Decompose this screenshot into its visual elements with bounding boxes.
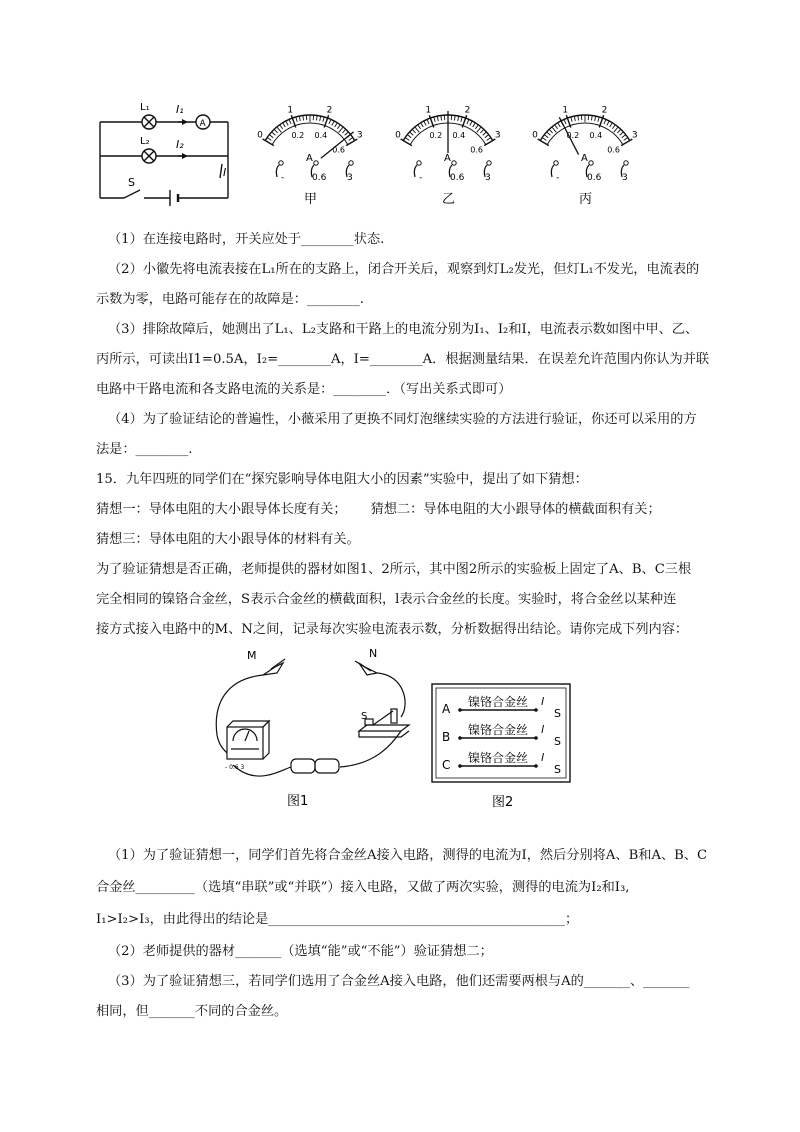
dial-tick <box>316 115 317 120</box>
dial-tick <box>614 127 618 132</box>
figure1-apparatus <box>205 645 420 810</box>
dial-tick <box>621 139 632 146</box>
ammeter-dial-2 <box>393 95 523 210</box>
dial-tick <box>434 117 435 122</box>
lamp1-label: L₁ <box>140 102 150 113</box>
wire-letter: B <box>442 730 451 744</box>
dial-terminal-label: 3 <box>622 173 628 183</box>
wire-area-label: S <box>554 707 561 720</box>
wire-letter: A <box>442 702 451 716</box>
q15-description-line1: 为了验证猜想是否正确，老师提供的器材如图1、2所示，其中图2所示的实验板上固定了A、B、C三根 <box>96 562 692 577</box>
dial-tick <box>405 138 409 141</box>
q14-part3-line3: 电路中干路电流和各支路电流的关系是：________．（写出关系式即可） <box>96 382 512 397</box>
dial-terminal-label: - <box>419 173 423 183</box>
dial-tick <box>461 117 462 122</box>
q15-part3-line2: 相同，但_______不同的合金丝。 <box>96 1004 288 1019</box>
dial-tick <box>604 119 606 124</box>
dial-unit-label: A <box>581 153 588 164</box>
wire-label: 镍铬合金丝 <box>468 695 529 709</box>
dial-tick <box>269 135 273 138</box>
dial-minor-label: 0.6 <box>332 145 345 155</box>
dial-unit-label: A <box>306 153 313 164</box>
dial-terminal-label: - <box>281 173 285 183</box>
dial-tick <box>283 123 286 127</box>
dial-major-label: 3 <box>494 130 501 141</box>
wire-area-label: S <box>554 763 561 776</box>
dial-major-label: 2 <box>464 105 471 116</box>
dial-tick <box>337 125 340 129</box>
dial-tick <box>538 139 549 146</box>
dial-tick <box>458 116 459 121</box>
dial-tick <box>349 138 353 141</box>
wire-length-label: l <box>541 723 545 736</box>
dial-tick <box>542 138 546 141</box>
dial-major-label: 3 <box>631 130 638 141</box>
dial-minor-label: 0.4 <box>452 131 466 141</box>
dial-tick <box>274 129 277 133</box>
dial-tick <box>622 135 626 138</box>
alloy-wire-row <box>442 694 561 720</box>
dial-tick <box>410 132 414 135</box>
dial-tick <box>595 116 596 121</box>
dial-tick <box>289 119 291 124</box>
dial-tick <box>299 116 300 121</box>
dial-tick <box>485 135 489 138</box>
guess-3: 猜想三：导体电阻的大小跟导体的材料有关。 <box>96 532 360 547</box>
ammeter-terminals-label: - 0.6 3 <box>225 764 245 771</box>
wire-area-label: S <box>554 735 561 748</box>
dial-tick <box>477 127 481 132</box>
q15-description-line3: 接方式接入电路中的M、N之间，记录每次实验电流表示数，分析数据得出结论。请你完成下列内容： <box>96 622 689 637</box>
dial-major-label: 2 <box>601 105 608 116</box>
dial-unit-label: A <box>444 153 451 164</box>
q15-part1-line3: I₁>I₂>I₃，由此得出的结论是_____________________________________________； <box>96 912 579 927</box>
dial-tick <box>418 125 421 129</box>
dial-caption: 丙 <box>579 192 593 207</box>
guess-2: 猜想二：导体电阻的大小跟导体的横截面积有关； <box>370 502 661 517</box>
figure2-board <box>430 682 575 812</box>
wire-letter: C <box>442 758 451 772</box>
dial-tick <box>267 138 271 141</box>
dial-tick <box>475 125 478 129</box>
dial-major-label: 1 <box>287 105 294 116</box>
dial-tick <box>558 123 561 127</box>
q15-intro: 15．九年四班的同学们在“探究影响导体电阻大小的因素”实验中，提出了如下猜想： <box>96 472 588 487</box>
dial-tick <box>564 119 566 124</box>
dial-tick <box>624 138 628 141</box>
dial-tick <box>407 135 411 138</box>
dial-tick <box>555 125 558 129</box>
current-total-label: I <box>223 166 227 179</box>
dial-tick <box>574 116 575 121</box>
parallel-circuit-diagram <box>96 98 246 208</box>
dial-caption: 乙 <box>442 192 456 207</box>
dial-tick <box>610 123 613 127</box>
dial-tick <box>441 115 442 120</box>
dial-tick <box>547 132 551 135</box>
dial-minor-label: 0.4 <box>314 131 328 141</box>
dial-tick <box>345 132 349 135</box>
dial-tick <box>280 125 283 129</box>
q14-part4-line1: （4）为了验证结论的普遍性，小薇采用了更换不同灯泡继续实验的方法进行验证，你还可以采用的方 <box>108 412 697 427</box>
current1-label: I₁ <box>176 103 184 116</box>
dial-tick <box>286 121 288 125</box>
dial-tick <box>598 117 599 122</box>
wire-length-label: l <box>541 751 545 764</box>
switch-label: S <box>128 176 135 189</box>
dial-tick <box>427 119 429 124</box>
dial-tick <box>320 116 321 121</box>
dial-tick <box>484 139 495 146</box>
dial-tick <box>591 115 592 120</box>
q14-part3-line1: （3）排除故障后，她测出了L₁、L₂支路和干路上的电流分别为I₁、I₂和I，电流表示数如图中甲、乙、 <box>108 322 699 337</box>
dial-major-label: 0 <box>257 130 263 141</box>
dial-tick <box>467 119 469 124</box>
dial-tick <box>612 125 615 129</box>
wire-label: 镍铬合金丝 <box>468 723 529 737</box>
dial-tick <box>277 127 281 132</box>
dial-minor-label: 0.2 <box>566 131 580 141</box>
dial-tick <box>335 123 338 127</box>
clip-n-label: N <box>369 647 378 660</box>
dial-tick <box>329 119 331 124</box>
dial-major-label: 2 <box>326 105 333 116</box>
dial-major-label: 1 <box>562 105 569 116</box>
dial-tick <box>401 139 412 146</box>
dial-caption: 甲 <box>304 192 318 207</box>
dial-tick <box>415 127 419 132</box>
dial-tick <box>480 129 483 133</box>
dial-minor-label: 0.4 <box>589 131 603 141</box>
q15-part3-line1: （3）为了验证猜想三，若同学们选用了合金丝A接入电路，他们还需要两根与A的_______、_______ <box>108 974 690 989</box>
dial-tick <box>620 132 624 135</box>
dial-terminal-label: 0.6 <box>450 173 465 183</box>
dial-tick <box>303 115 304 120</box>
dial-terminal-label: 3 <box>347 173 353 183</box>
dial-tick <box>454 115 455 120</box>
q15-description-line2: 完全相同的镍铬合金丝，S表示合金丝的横截面积，l表示合金丝的长度。实验时，将合金丝以某种连 <box>96 592 677 607</box>
dial-minor-label: 0.6 <box>470 145 483 155</box>
dial-terminal-label: 0.6 <box>312 173 327 183</box>
switch-s-label: S <box>361 711 368 722</box>
dial-tick <box>552 127 556 132</box>
ammeter-dial-1 <box>255 95 385 210</box>
q15-part1-line2: 合金丝_________（选填“串联”或“并联”）接入电路，又做了两次实验，测得的电流为I₂和I₃, <box>96 880 630 895</box>
dial-terminal-label: 3 <box>485 173 491 183</box>
dial-tick <box>296 117 297 122</box>
ammeter-symbol-label: A <box>199 119 206 129</box>
dial-tick <box>332 121 334 125</box>
q14-part2-line2: 示数为零，电路可能存在的故障是：________. <box>96 292 364 307</box>
dial-tick <box>412 129 415 133</box>
dial-tick <box>470 121 472 125</box>
current2-label: I₂ <box>176 138 184 151</box>
dial-tick <box>578 115 579 120</box>
dial-minor-label: 0.6 <box>607 145 620 155</box>
dial-major-label: 0 <box>395 130 401 141</box>
wire-label: 镍铬合金丝 <box>468 751 529 765</box>
q15-part1-line1: （1）为了验证猜想一，同学们首先将合金丝A接入电路，测得的电流为I，然后分别将A、B和A、B、C <box>108 848 708 863</box>
dial-terminal-label: 0.6 <box>587 173 602 183</box>
dial-tick <box>473 123 476 127</box>
dial-tick <box>424 121 426 125</box>
dial-tick <box>263 139 274 146</box>
figure2-caption: 图2 <box>492 795 514 810</box>
q14-part2-line1: （2）小徽先将电流表接在L₁所在的支路上，闭合开关后，观察到灯L₂发光，但灯L₁不发光，电流表的 <box>108 262 700 277</box>
dial-tick <box>483 132 487 135</box>
alloy-wire-row <box>442 750 561 776</box>
dial-tick <box>272 132 276 135</box>
dial-tick <box>544 135 548 138</box>
dial-tick <box>487 138 491 141</box>
q14-part3-line2: 丙所示，可读出I1=0.5A，I₂=________A，I=________A．根据测量结果．在误差允许范围内你认为并联 <box>96 352 710 367</box>
dial-major-label: 1 <box>425 105 432 116</box>
lamp2-label: L₂ <box>140 136 150 147</box>
wire-length-label: l <box>541 695 545 708</box>
dial-tick <box>323 117 324 122</box>
alloy-wire-row <box>442 722 561 748</box>
dial-terminal-label: - <box>556 173 560 183</box>
dial-tick <box>437 116 438 121</box>
q14-part4-line2: 法是：________. <box>96 442 193 457</box>
q15-part2: （2）老师提供的器材_______（选填“能”或“不能”）验证猜想二； <box>108 944 493 959</box>
q15-guesses-line1 <box>96 500 716 520</box>
dial-tick <box>571 117 572 122</box>
dial-minor-label: 0.2 <box>429 131 443 141</box>
dial-major-label: 0 <box>532 130 538 141</box>
ammeter-dial-3 <box>530 95 660 210</box>
figure1-caption: 图1 <box>287 794 309 809</box>
q14-part1: （1）在连接电路时，开关应处于________状态. <box>108 232 385 247</box>
dial-tick <box>617 129 620 133</box>
dial-tick <box>421 123 424 127</box>
dial-tick <box>607 121 609 125</box>
guess-1: 猜想一：导体电阻的大小跟导体长度有关； <box>96 502 347 517</box>
dial-tick <box>549 129 552 133</box>
clip-m-label: M <box>247 649 257 662</box>
dial-major-label: 3 <box>356 130 363 141</box>
dial-tick <box>346 139 357 146</box>
dial-minor-label: 0.2 <box>291 131 305 141</box>
dial-tick <box>342 129 345 133</box>
dial-tick <box>339 127 343 132</box>
